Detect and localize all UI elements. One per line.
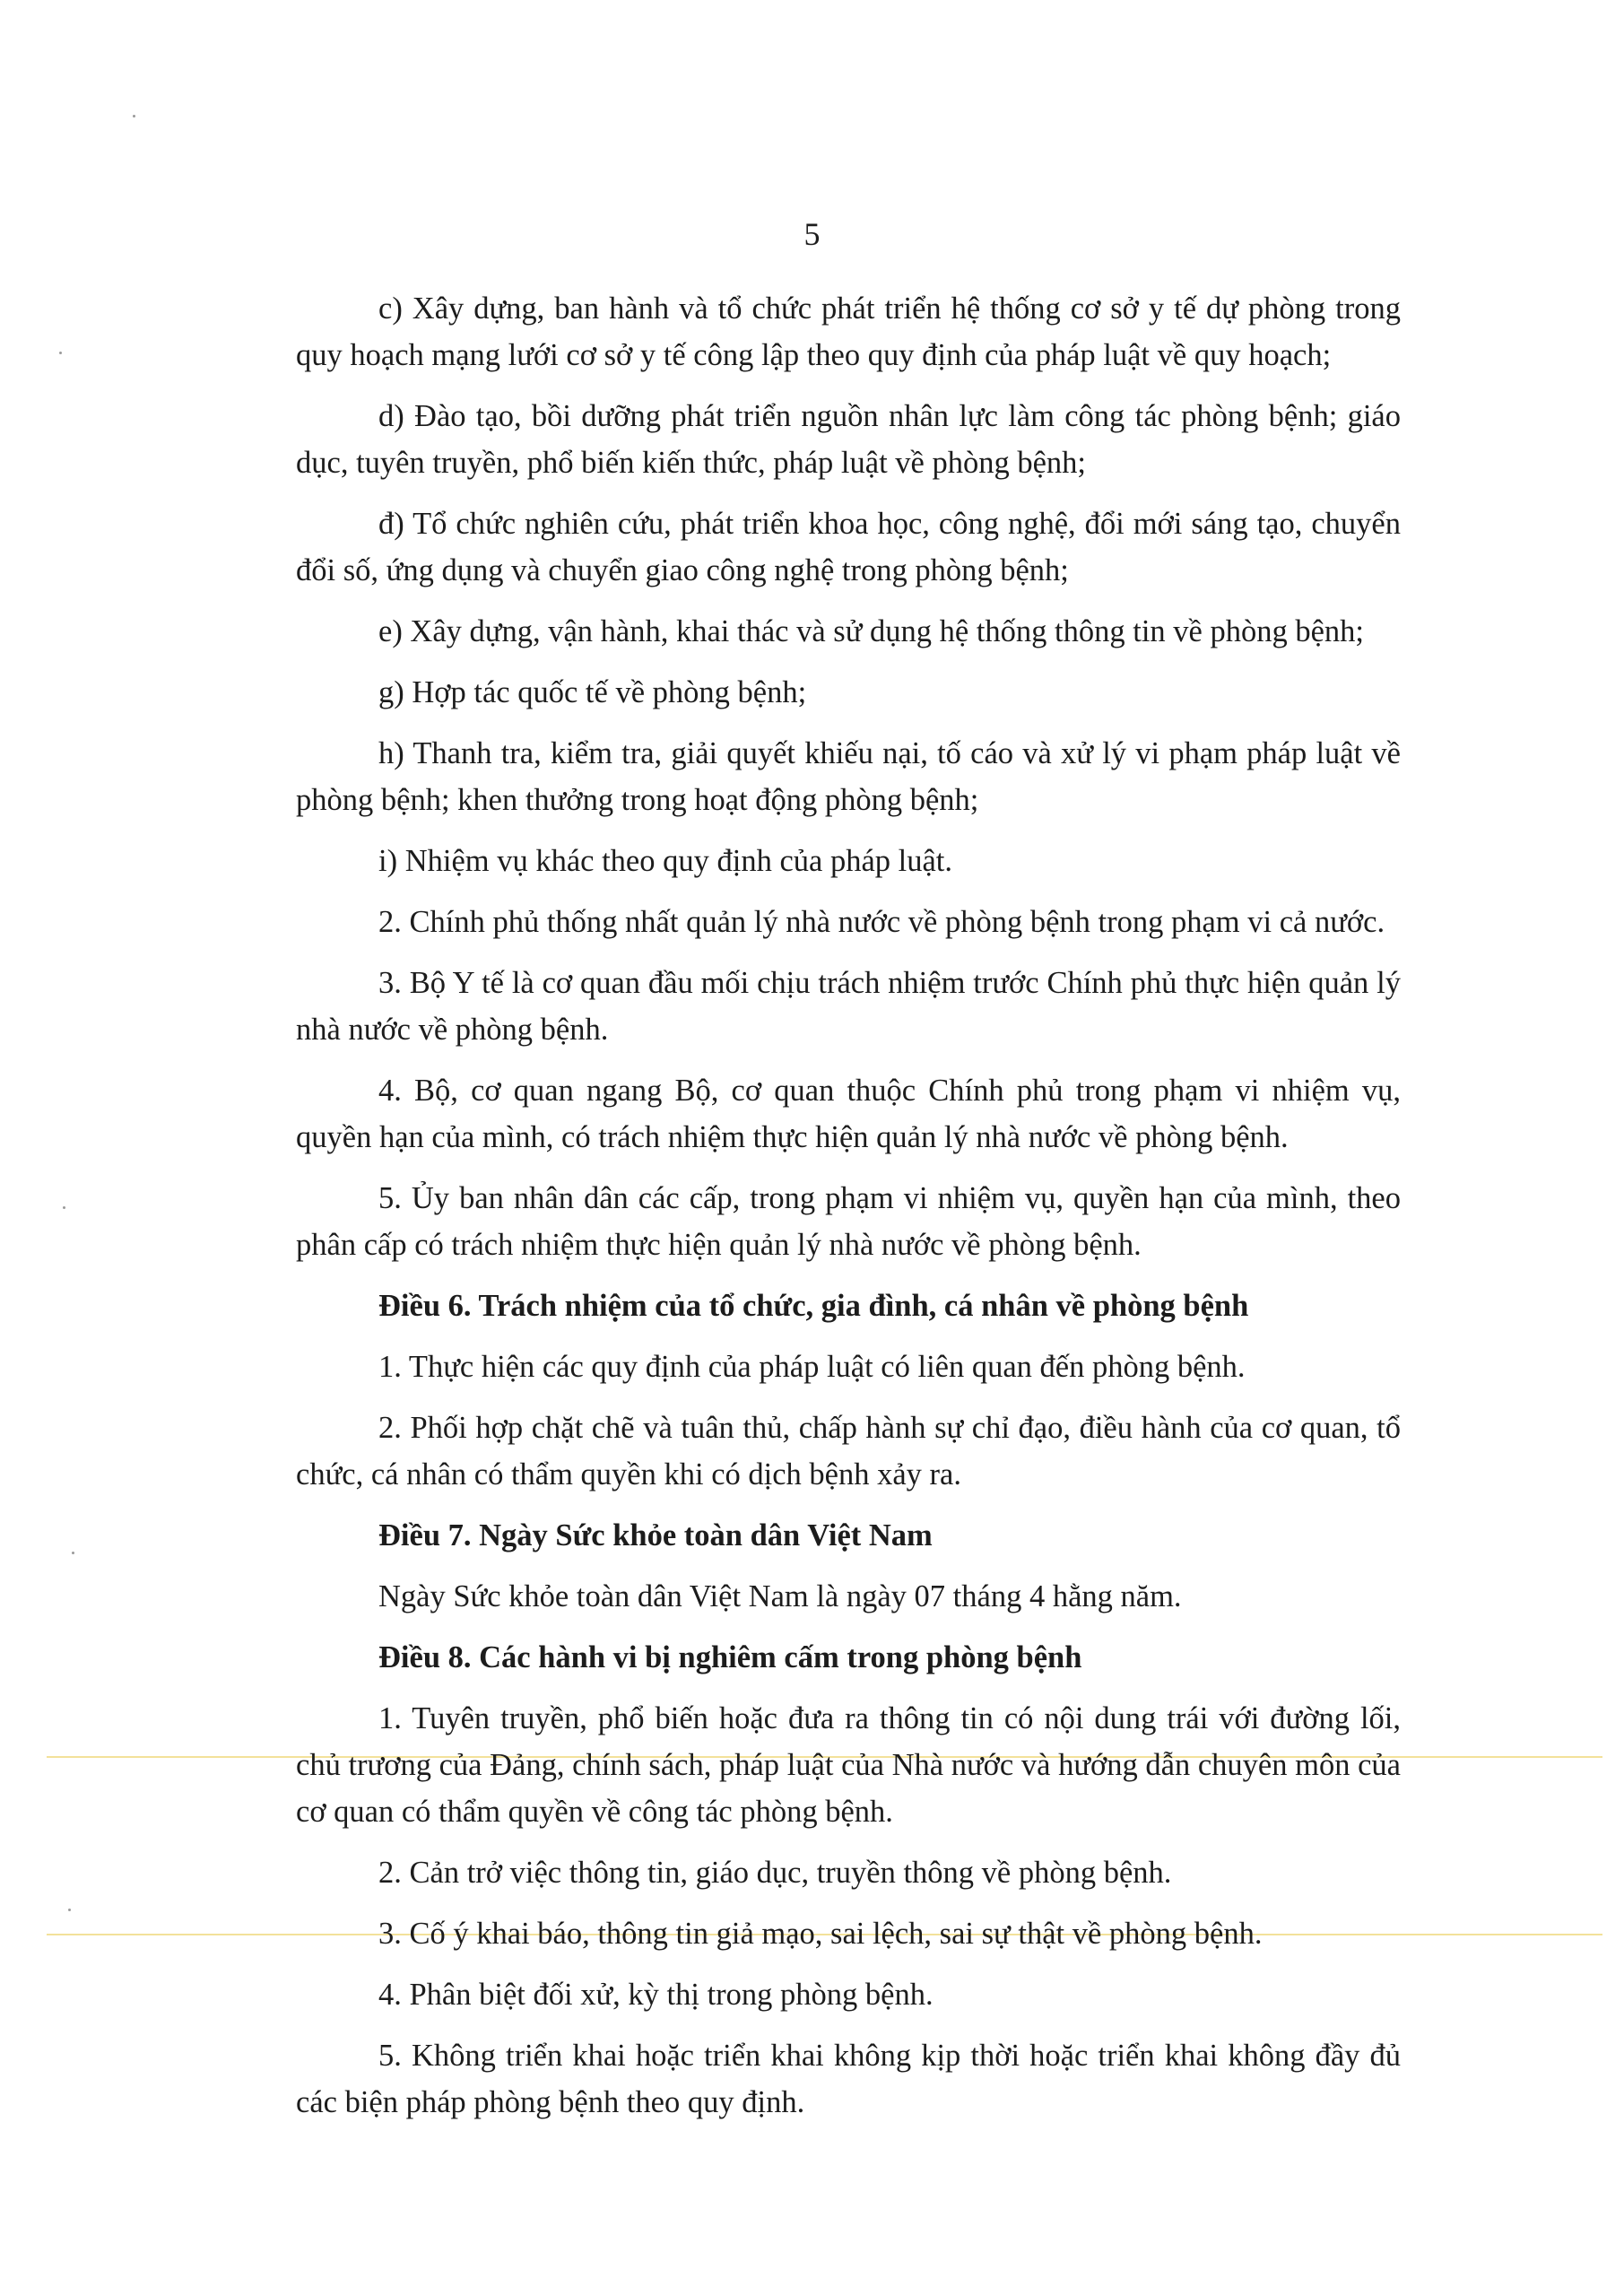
scan-speck [133,115,135,117]
clause-paragraph: 1. Tuyên truyền, phổ biến hoặc đưa ra thông tin có nội dung trái với đường lối, chủ trương của Đảng, chính sách, pháp luật của Nhà nước và hướng dẫn chuyên môn của cơ quan có thẩm quyền về công tác phòng bệnh. [296,1701,1401,1829]
scan-speck [59,352,62,354]
clause-paragraph: 3. Bộ Y tế là cơ quan đầu mối chịu trách nhiệm trước Chính phủ thực hiện quản lý nhà nước về phòng bệnh. [296,966,1401,1047]
article-heading: Điều 7. Ngày Sức khỏe toàn dân Việt Nam [378,1518,933,1552]
clause-paragraph: 5. Ủy ban nhân dân các cấp, trong phạm vi nhiệm vụ, quyền hạn của mình, theo phân cấp có trách nhiệm thực hiện quản lý nhà nước về phòng bệnh. [296,1181,1401,1262]
page-number: 5 [803,216,821,252]
article-heading: Điều 6. Trách nhiệm của tổ chức, gia đình, cá nhân về phòng bệnh [378,1289,1249,1323]
clause-paragraph: c) Xây dựng, ban hành và tổ chức phát triển hệ thống cơ sở y tế dự phòng trong quy hoạch mạng lưới cơ sở y tế công lập theo quy định của pháp luật về quy hoạch; [296,291,1401,372]
scan-speck [72,1552,74,1554]
clause-paragraph: g) Hợp tác quốc tế về phòng bệnh; [378,675,807,709]
scan-speck [63,1206,65,1209]
clause-paragraph: i) Nhiệm vụ khác theo quy định của pháp luật. [378,844,953,878]
clause-paragraph: đ) Tổ chức nghiên cứu, phát triển khoa học, công nghệ, đổi mới sáng tạo, chuyển đổi số, ứng dụng và chuyển giao công nghệ trong phòng bệnh; [296,507,1401,587]
clause-paragraph: 1. Thực hiện các quy định của pháp luật có liên quan đến phòng bệnh. [378,1350,1246,1384]
clause-paragraph: h) Thanh tra, kiểm tra, giải quyết khiếu nại, tố cáo và xử lý vi phạm pháp luật về phòng bệnh; khen thưởng trong hoạt động phòng bệnh; [296,736,1401,817]
clause-paragraph: 2. Phối hợp chặt chẽ và tuân thủ, chấp hành sự chỉ đạo, điều hành của cơ quan, tổ chức, cá nhân có thẩm quyền khi có dịch bệnh xảy ra. [296,1411,1401,1492]
clause-paragraph: 2. Cản trở việc thông tin, giáo dục, truyền thông về phòng bệnh. [378,1856,1172,1890]
clause-paragraph: Ngày Sức khỏe toàn dân Việt Nam là ngày 07 tháng 4 hằng năm. [378,1579,1182,1613]
clause-paragraph: 4. Phân biệt đối xử, kỳ thị trong phòng bệnh. [378,1978,934,2012]
scan-speck [68,1909,71,1911]
clause-paragraph: 4. Bộ, cơ quan ngang Bộ, cơ quan thuộc Chính phủ trong phạm vi nhiệm vụ, quyền hạn của mình, có trách nhiệm thực hiện quản lý nhà nước về phòng bệnh. [296,1074,1401,1154]
clause-paragraph: e) Xây dựng, vận hành, khai thác và sử dụng hệ thống thông tin về phòng bệnh; [378,614,1365,648]
document-body [296,285,1401,2140]
clause-paragraph: 5. Không triển khai hoặc triển khai không kịp thời hoặc triển khai không đầy đủ các biện pháp phòng bệnh theo quy định. [296,2039,1401,2119]
clause-paragraph: 3. Cố ý khai báo, thông tin giả mạo, sai lệch, sai sự thật về phòng bệnh. [378,1917,1263,1951]
article-heading: Điều 8. Các hành vi bị nghiêm cấm trong phòng bệnh [378,1640,1082,1674]
clause-paragraph: 2. Chính phủ thống nhất quản lý nhà nước về phòng bệnh trong phạm vi cả nước. [378,905,1385,939]
clause-paragraph: d) Đào tạo, bồi dưỡng phát triển nguồn nhân lực làm công tác phòng bệnh; giáo dục, tuyên truyền, phổ biến kiến thức, pháp luật về phòng bệnh; [296,399,1401,480]
